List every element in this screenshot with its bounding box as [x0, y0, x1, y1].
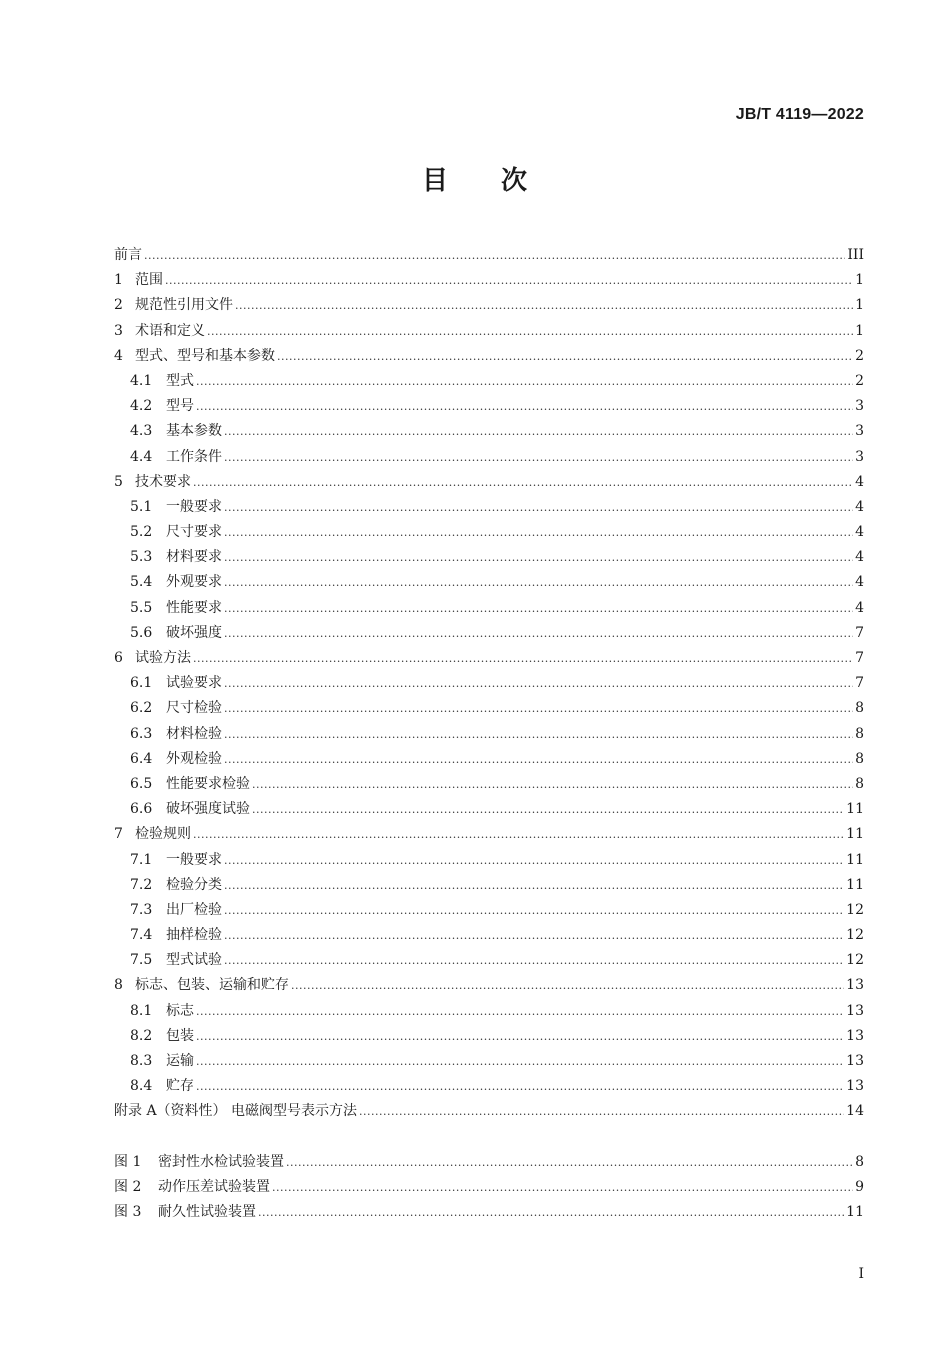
toc-entry-number: 5.3: [130, 549, 153, 566]
toc-entry[interactable]: [114, 243, 864, 268]
toc-entry-page: 1: [855, 297, 864, 314]
dot-leader: [277, 344, 853, 369]
toc-entry-label: 尺寸要求: [166, 524, 222, 541]
toc-entry-number: 6.3: [130, 725, 153, 742]
page-title: [0, 160, 950, 197]
toc-entry[interactable]: [114, 1099, 864, 1124]
toc-entry[interactable]: [114, 570, 864, 595]
toc-entry-label: 检验规则: [135, 826, 191, 843]
toc-entry-page: 11: [846, 851, 864, 868]
dot-leader: [224, 445, 853, 470]
toc-entry[interactable]: [114, 293, 864, 318]
toc-entry[interactable]: [114, 1074, 864, 1099]
dot-leader: [196, 999, 844, 1024]
toc-entry-number: 4.2: [130, 398, 153, 415]
toc-entry-label: 尺寸检验: [166, 700, 222, 717]
toc-entry[interactable]: [114, 470, 864, 495]
toc-entry-label: 破坏强度: [166, 624, 222, 641]
dot-leader: [291, 973, 844, 998]
dot-leader: [224, 948, 844, 973]
toc-entry-number: 6.5: [130, 775, 153, 792]
dot-leader: [235, 293, 853, 318]
dot-leader: [224, 747, 853, 772]
dot-leader: [359, 1099, 844, 1124]
toc-entry[interactable]: [114, 973, 864, 998]
toc-entry-label: 贮存: [166, 1078, 194, 1095]
toc-entry-page: 4: [855, 524, 864, 541]
toc-entry-label: 工作条件: [166, 448, 222, 465]
toc-entry[interactable]: [114, 696, 864, 721]
toc-entry-label: 型号: [166, 398, 194, 415]
dot-leader: [224, 545, 853, 570]
dot-leader: [224, 621, 853, 646]
toc-entry-label: 密封性水检试验装置: [158, 1154, 284, 1170]
toc-entry-page: 7: [855, 624, 864, 641]
standard-code: JB/T 4119—2022: [735, 106, 864, 123]
toc-entry-page: 8: [855, 1154, 864, 1170]
dot-leader: [224, 495, 853, 520]
toc-entry-number: 6: [114, 650, 123, 666]
toc-entry-page: 8: [855, 750, 864, 767]
toc-entry-label: 标志、包装、运输和贮存: [135, 977, 289, 994]
title-char-2: 次: [501, 166, 529, 196]
toc-entry-number: 5.5: [130, 599, 153, 616]
toc-entry[interactable]: [114, 898, 864, 923]
toc-entry-number: 6.4: [130, 750, 153, 767]
figure-entry[interactable]: [114, 1150, 864, 1175]
toc-entry-label: 基本参数: [166, 423, 222, 440]
toc-entry[interactable]: [114, 394, 864, 419]
toc-entry[interactable]: [114, 923, 864, 948]
toc-entry[interactable]: [114, 520, 864, 545]
toc-entry-number: 7.2: [130, 876, 153, 893]
toc-entry[interactable]: [114, 671, 864, 696]
toc-entry-label: 型式试验: [166, 952, 222, 969]
toc-entry-page: 13: [846, 977, 864, 994]
toc-entry-page: 13: [846, 1053, 864, 1069]
toc-entry[interactable]: [114, 822, 864, 847]
toc-entry-label: 耐久性试验装置: [158, 1204, 256, 1221]
toc-entry-page: 11: [846, 1204, 864, 1221]
toc-entry-page: 8: [855, 775, 864, 792]
toc-entry[interactable]: [114, 495, 864, 520]
toc-entry-page: 9: [855, 1179, 864, 1196]
dot-leader: [286, 1150, 853, 1175]
toc-entry-number: 6.6: [130, 801, 153, 818]
toc-entry-page: 3: [855, 398, 864, 415]
toc-entry-page: 3: [855, 423, 864, 440]
toc-entry-number: 8.3: [130, 1053, 153, 1069]
toc-entry-page: 4: [855, 599, 864, 616]
dot-leader: [224, 671, 853, 696]
toc-entry-label: 性能要求: [166, 599, 222, 616]
toc-entry-page: 2: [855, 372, 864, 389]
toc-entry-page: 11: [846, 826, 864, 843]
toc-entry[interactable]: [114, 797, 864, 822]
dot-leader: [196, 1024, 844, 1049]
dot-leader: [252, 772, 853, 797]
dot-leader: [224, 722, 853, 747]
toc-entry-page: 11: [846, 876, 864, 893]
dot-leader: [224, 848, 844, 873]
toc-entry-page: 4: [855, 473, 864, 490]
toc-entry-label: 性能要求检验: [166, 775, 250, 792]
toc-entry[interactable]: [114, 596, 864, 621]
toc-entry-label: 包装: [166, 1027, 194, 1044]
toc-entry[interactable]: [114, 999, 864, 1024]
toc-entry-page: 4: [855, 574, 864, 591]
page-number: I: [858, 1266, 864, 1282]
toc-entry-number: 6.2: [130, 700, 153, 717]
toc-entry[interactable]: [114, 722, 864, 747]
toc-entry-label: 检验分类: [166, 876, 222, 893]
dot-leader: [196, 1074, 844, 1099]
toc-entry-label: 规范性引用文件: [135, 297, 233, 314]
figure-entry[interactable]: [114, 1200, 864, 1225]
toc-entry-page: 14: [846, 1103, 864, 1120]
toc-entry-page: III: [847, 247, 864, 263]
figure-list: [114, 1150, 864, 1226]
figure-entry[interactable]: [114, 1175, 864, 1200]
toc-entry-label: 前言: [114, 247, 142, 263]
dot-leader: [196, 394, 853, 419]
toc-entry-label: 一般要求: [166, 498, 222, 515]
toc-entry-number: 3: [114, 322, 123, 339]
toc-entry-label: 试验要求: [166, 675, 222, 692]
toc-entry-number: 5: [114, 473, 123, 490]
table-of-contents: [114, 243, 864, 1125]
dot-leader: [224, 419, 853, 444]
toc-entry-label: 术语和定义: [135, 322, 205, 339]
toc-entry-label: 材料要求: [166, 549, 222, 566]
toc-entry-label: 运输: [166, 1053, 194, 1069]
dot-leader: [193, 470, 853, 495]
toc-entry-label: 型式: [166, 372, 194, 389]
dot-leader: [224, 520, 853, 545]
toc-entry[interactable]: [114, 646, 864, 671]
toc-entry-page: 12: [846, 952, 864, 969]
toc-entry-number: 8.4: [130, 1078, 153, 1095]
toc-entry-label: 出厂检验: [166, 901, 222, 918]
title-char-1: 目: [421, 166, 449, 196]
toc-entry-label: 外观要求: [166, 574, 222, 591]
toc-entry-label: 标志: [166, 1002, 194, 1019]
toc-entry-page: 7: [855, 650, 864, 666]
toc-entry-page: 12: [846, 901, 864, 918]
toc-entry[interactable]: [114, 319, 864, 344]
toc-entry-page: 2: [855, 347, 864, 364]
toc-entry-number: 7.1: [130, 851, 153, 868]
toc-entry-number: 4: [114, 347, 123, 364]
toc-entry[interactable]: [114, 445, 864, 470]
toc-entry-number: 6.1: [130, 675, 153, 692]
toc-entry-number: 4.1: [130, 372, 153, 389]
toc-entry-number: 8: [114, 977, 123, 994]
toc-entry-label: 抽样检验: [166, 927, 222, 944]
toc-entry[interactable]: [114, 948, 864, 973]
toc-entry-number: 5.6: [130, 624, 153, 641]
toc-entry-page: 13: [846, 1078, 864, 1095]
toc-entry-number: 7.3: [130, 901, 153, 918]
toc-entry-number: 1: [114, 272, 123, 289]
toc-entry[interactable]: [114, 1049, 864, 1074]
toc-entry-page: 13: [846, 1027, 864, 1044]
toc-entry-label: 范围: [135, 272, 163, 289]
dot-leader: [207, 319, 853, 344]
toc-entry[interactable]: [114, 369, 864, 394]
toc-entry-number: 7: [114, 826, 123, 843]
toc-entry-label: 附录 A（资料性） 电磁阀型号表示方法: [114, 1103, 358, 1120]
toc-entry-number: 8.1: [130, 1002, 153, 1019]
toc-entry[interactable]: [114, 545, 864, 570]
dot-leader: [193, 822, 844, 847]
toc-entry-label: 破坏强度试验: [166, 801, 250, 818]
toc-entry-page: 1: [855, 322, 864, 339]
toc-entry[interactable]: [114, 848, 864, 873]
dot-leader: [193, 646, 853, 671]
toc-entry-number: 7.4: [130, 927, 153, 944]
toc-entry-number: 5.2: [130, 524, 153, 541]
dot-leader: [252, 797, 844, 822]
dot-leader: [165, 268, 853, 293]
toc-entry-page: 12: [846, 927, 864, 944]
toc-entry-number: 图 1: [114, 1154, 142, 1170]
toc-entry-page: 1: [855, 272, 864, 289]
toc-entry-label: 试验方法: [135, 650, 191, 666]
toc-entry[interactable]: [114, 873, 864, 898]
dot-leader: [144, 243, 845, 268]
dot-leader: [196, 1049, 844, 1074]
dot-leader: [224, 898, 844, 923]
toc-entry[interactable]: [114, 772, 864, 797]
dot-leader: [258, 1200, 844, 1225]
toc-entry[interactable]: [114, 419, 864, 444]
dot-leader: [224, 570, 853, 595]
toc-entry[interactable]: [114, 747, 864, 772]
toc-entry-number: 4.3: [130, 423, 153, 440]
toc-entry[interactable]: [114, 268, 864, 293]
toc-entry-number: 4.4: [130, 448, 153, 465]
dot-leader: [196, 369, 853, 394]
toc-entry-label: 材料检验: [166, 725, 222, 742]
toc-entry-page: 7: [855, 675, 864, 692]
toc-entry-number: 图 3: [114, 1204, 142, 1221]
toc-entry-page: 11: [846, 801, 864, 818]
toc-entry-page: 8: [855, 725, 864, 742]
dot-leader: [224, 923, 844, 948]
toc-entry-page: 3: [855, 448, 864, 465]
dot-leader: [272, 1175, 853, 1200]
toc-entry-number: 5.1: [130, 498, 153, 515]
toc-entry-number: 图 2: [114, 1179, 142, 1196]
toc-entry-number: 7.5: [130, 952, 153, 969]
dot-leader: [224, 696, 853, 721]
toc-entry[interactable]: [114, 621, 864, 646]
toc-entry-label: 型式、型号和基本参数: [135, 347, 275, 364]
toc-entry-page: 4: [855, 498, 864, 515]
toc-entry[interactable]: [114, 344, 864, 369]
dot-leader: [224, 873, 844, 898]
toc-entry-label: 一般要求: [166, 851, 222, 868]
toc-entry-label: 外观检验: [166, 750, 222, 767]
toc-entry[interactable]: [114, 1024, 864, 1049]
toc-entry-label: 动作压差试验装置: [158, 1179, 270, 1196]
dot-leader: [224, 596, 853, 621]
toc-entry-number: 5.4: [130, 574, 153, 591]
toc-entry-page: 8: [855, 700, 864, 717]
toc-entry-page: 13: [846, 1002, 864, 1019]
toc-entry-number: 8.2: [130, 1027, 153, 1044]
toc-entry-label: 技术要求: [135, 473, 191, 490]
toc-entry-number: 2: [114, 297, 123, 314]
toc-entry-page: 4: [855, 549, 864, 566]
